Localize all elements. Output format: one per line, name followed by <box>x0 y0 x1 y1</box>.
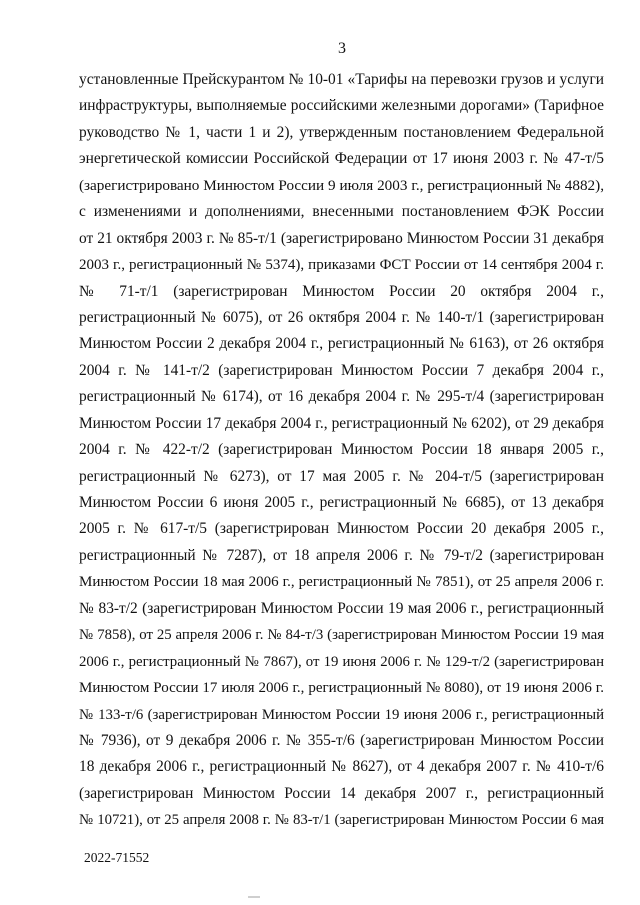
text-line: № 133-т/6 (зарегистрирован Минюстом России 19 июня 2006 г., регистрационный <box>79 706 604 723</box>
document-body <box>79 67 604 834</box>
text-line: 18 декабря 2006 г., регистрационный № 8627), от 4 декабря 2007 г. № 410-т/6 <box>79 758 604 776</box>
text-line: с изменениями и дополнениями, внесенными постановлением ФЭК России <box>79 203 604 221</box>
text-line: № 7858), от 25 апреля 2006 г. № 84-т/3 (зарегистрирован Минюстом России 19 мая <box>79 627 604 644</box>
text-line: (зарегистрировано Минюстом России 9 июля 2003 г., регистрационный № 4882), <box>79 176 604 194</box>
document-code: 2022-71552 <box>84 850 150 865</box>
text-line: Минюстом России 17 июля 2006 г., регистрационный № 8080), от 19 июня 2006 г. <box>79 680 604 697</box>
text-line: 2006 г., регистрационный № 7867), от 19 июня 2006 г. № 129-т/2 (зарегистрирован <box>79 653 604 670</box>
text-line: 2004 г. № 422-т/2 (зарегистрирован Минюстом России 18 января 2005 г., <box>79 441 604 459</box>
text-line: установленные Прейскурантом № 10-01 «Тарифы на перевозки грузов и услуги <box>79 71 604 88</box>
text-line: регистрационный № 6075), от 26 октября 2004 г. № 140-т/1 (зарегистрирован <box>79 308 604 326</box>
text-line: Минюстом России 18 мая 2006 г., регистрационный № 7851), от 25 апреля 2006 г. <box>79 574 604 591</box>
text-line: Минюстом России 17 декабря 2004 г., регистрационный № 6202), от 29 декабря <box>79 414 604 432</box>
text-line: регистрационный № 6273), от 17 мая 2005 г. № 204-т/5 (зарегистрирован <box>79 467 604 485</box>
text-line: от 21 октября 2003 г. № 85-т/1 (зарегистрировано Минюстом России 31 декабря <box>79 229 604 247</box>
text-line: 2003 г., регистрационный № 5374), приказами ФСТ России от 14 сентября 2004 г. <box>79 257 604 274</box>
text-line: № 7936), от 9 декабря 2006 г. № 355-т/6 (зарегистрирован Минюстом России <box>79 731 604 749</box>
text-line: (зарегистрирован Минюстом России 14 декабря 2007 г., регистрационный <box>79 784 604 802</box>
text-line: № 71-т/1 (зарегистрирован Минюстом России 20 октября 2004 г., <box>79 282 604 300</box>
scan-artifact <box>248 896 260 898</box>
text-line: инфраструктуры, выполняемые российскими железными дорогами» (Тарифное <box>79 97 604 115</box>
text-line: Минюстом России 2 декабря 2004 г., регистрационный № 6163), от 26 октября <box>79 335 604 353</box>
text-line: № 83-т/2 (зарегистрирован Минюстом России 19 мая 2006 г., регистрационный <box>79 599 604 617</box>
text-line: 2005 г. № 617-т/5 (зарегистрирован Минюстом России 20 декабря 2005 г., <box>79 520 604 538</box>
text-line: Минюстом России 6 июня 2005 г., регистрационный № 6685), от 13 декабря <box>79 494 604 511</box>
text-line: регистрационный № 6174), от 16 декабря 2004 г. № 295-т/4 (зарегистрирован <box>79 388 604 406</box>
text-line: руководство № 1, части 1 и 2), утвержденным постановлением Федеральной <box>79 123 604 141</box>
text-line: регистрационный № 7287), от 18 апреля 2006 г. № 79-т/2 (зарегистрирован <box>79 546 604 564</box>
text-line: № 10721), от 25 апреля 2008 г. № 83-т/1 (зарегистрирован Минюстом России 6 мая <box>79 812 604 829</box>
text-line: 2004 г. № 141-т/2 (зарегистрирован Минюстом России 7 декабря 2004 г., <box>79 361 604 379</box>
text-line: энергетической комиссии Российской Федерации от 17 июня 2003 г. № 47-т/5 <box>79 150 604 168</box>
page-number: 3 <box>338 40 346 57</box>
